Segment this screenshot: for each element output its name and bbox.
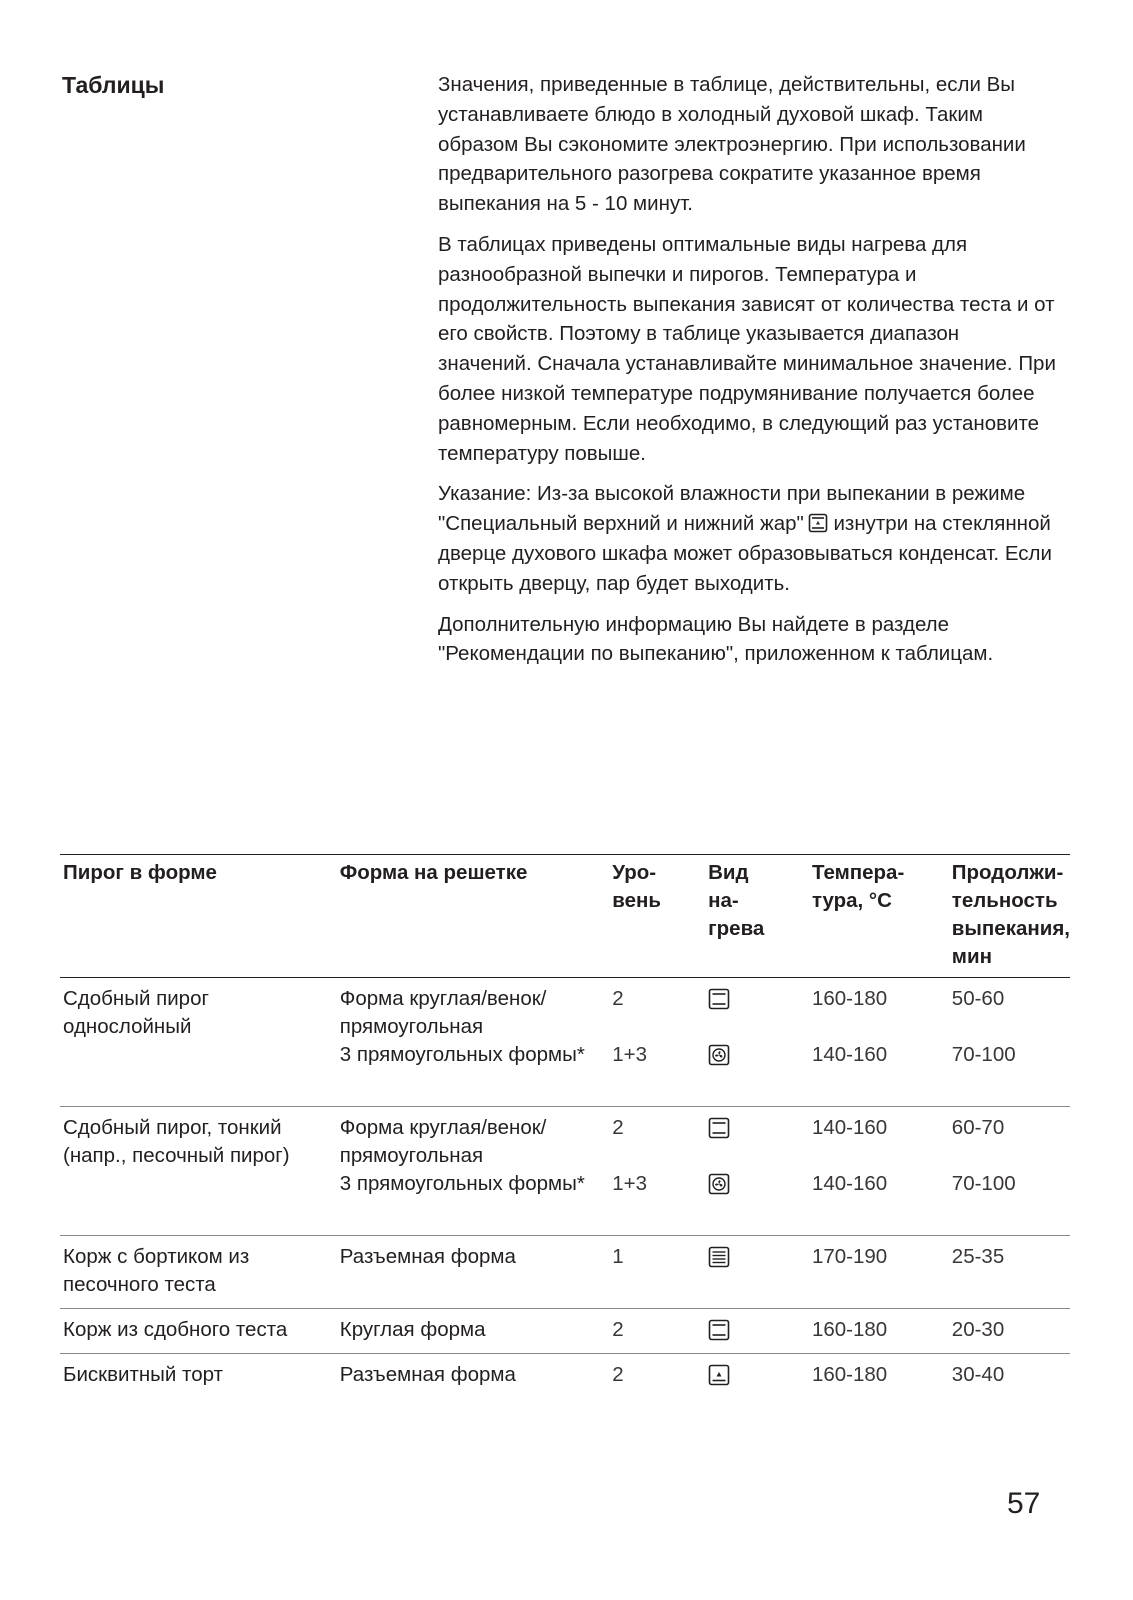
header-cake: Пирог в форме — [60, 855, 337, 978]
temp-value: 160-180 — [811, 1318, 888, 1341]
pan-type: Разъемная форма — [339, 1245, 516, 1268]
temp-value: 140-160 — [811, 1043, 888, 1066]
note-text-part1: Указание: Из-за высокой влажности при выпекании в режиме "Специальный верхний и нижний жар" — [438, 482, 1026, 536]
temp-value: 160-180 — [811, 987, 888, 1010]
hot-air-icon — [708, 1044, 730, 1066]
level-value: 1+3 — [612, 1172, 648, 1195]
cell-cake — [60, 1236, 337, 1309]
cell-pan — [337, 1236, 609, 1309]
top-bottom-heat-icon — [708, 988, 730, 1010]
section-heading: Таблицы — [62, 72, 165, 98]
header-temp: Темпера- тура, °C — [809, 855, 949, 978]
heating-mode — [708, 1170, 795, 1226]
cell-level — [609, 1354, 705, 1399]
cell-pan — [337, 978, 609, 1107]
cake-name: Бисквитный торт — [63, 1363, 223, 1386]
table-body — [60, 978, 1070, 1399]
heating-mode — [708, 1361, 795, 1389]
level-value: 2 — [612, 1363, 624, 1386]
table-row — [60, 1107, 1070, 1236]
cell-heating — [705, 1236, 809, 1309]
header-level: Уро- вень — [609, 855, 705, 978]
cell-temp — [809, 978, 949, 1107]
pan-type: Разъемная форма — [339, 1363, 516, 1386]
pan-type: Форма круглая/венок/ прямоугольная — [339, 1116, 547, 1167]
heating-mode — [708, 985, 795, 1041]
baking-table — [60, 854, 1070, 1398]
cell-heating — [705, 1354, 809, 1399]
time-value: 20-30 — [951, 1318, 1005, 1341]
cell-time — [949, 1107, 1070, 1236]
cell-time — [949, 978, 1070, 1107]
temp-value: 140-160 — [811, 1116, 888, 1139]
bottom-heat-icon — [708, 1364, 730, 1386]
cell-temp — [809, 1236, 949, 1309]
note-text-part2: изнутри на стеклянной дверце духового шкафа может образовываться конденсат. Если открыть дверцу, пар будет выходить. — [438, 512, 1052, 595]
pan-type: Форма круглая/венок/ прямоугольная — [339, 987, 547, 1038]
cell-heating — [705, 978, 809, 1107]
pan-type: 3 прямоугольных формы* — [339, 1043, 585, 1066]
level-value: 2 — [612, 1318, 624, 1341]
paragraph-values-validity: Значения, приведенные в таблице, действительны, если Вы устанавливаете блюдо в холодный духовой шкаф. Таким образом Вы сэкономите электроэнергию. При использовании предварительного разогрева сократите указанное время выпекания на 5 - 10 минут. — [438, 73, 1026, 216]
table-row — [60, 1236, 1070, 1309]
paragraph-more-info: Дополнительную информацию Вы найдете в разделе "Рекомендации по выпеканию", приложенном к таблицам. — [438, 612, 994, 666]
time-value: 50-60 — [951, 987, 1005, 1010]
cell-level — [609, 1309, 705, 1354]
cell-level — [609, 978, 705, 1107]
cell-heating — [705, 1309, 809, 1354]
header-time: Продолжи- тельность выпекания, мин — [949, 855, 1070, 978]
time-value: 25-35 — [951, 1245, 1005, 1268]
pan-type: 3 прямоугольных формы* — [339, 1172, 585, 1195]
time-value: 70-100 — [951, 1172, 1016, 1195]
temp-value: 170-190 — [811, 1245, 888, 1268]
cell-heating — [705, 1107, 809, 1236]
cell-temp — [809, 1354, 949, 1399]
table-row — [60, 1309, 1070, 1354]
cell-cake — [60, 1107, 337, 1236]
table-row — [60, 1354, 1070, 1399]
level-value: 2 — [612, 1116, 624, 1139]
cell-pan — [337, 1354, 609, 1399]
heating-mode — [708, 1316, 795, 1344]
cell-temp — [809, 1107, 949, 1236]
cell-pan — [337, 1309, 609, 1354]
header-pan: Форма на решетке — [337, 855, 609, 978]
cell-time — [949, 1309, 1070, 1354]
intro-text — [438, 70, 1058, 680]
cake-name: Сдобный пирог однослойный — [63, 987, 209, 1038]
paragraph-condensate-note — [438, 479, 1058, 598]
cell-temp — [809, 1309, 949, 1354]
special-top-bottom-heat-icon — [708, 1246, 730, 1268]
cell-time — [949, 1236, 1070, 1309]
heating-mode — [708, 1114, 795, 1170]
heating-mode — [708, 1041, 795, 1097]
time-value: 60-70 — [951, 1116, 1005, 1139]
hot-air-icon — [708, 1173, 730, 1195]
level-value: 2 — [612, 987, 624, 1010]
cell-cake — [60, 1309, 337, 1354]
page-number: 57 — [1007, 1487, 1041, 1520]
cell-time — [949, 1354, 1070, 1399]
cell-level — [609, 1107, 705, 1236]
top-bottom-heat-icon — [708, 1319, 730, 1341]
level-value: 1+3 — [612, 1043, 648, 1066]
temp-value: 160-180 — [811, 1363, 888, 1386]
cell-cake — [60, 978, 337, 1107]
table-row — [60, 978, 1070, 1107]
time-value: 70-100 — [951, 1043, 1016, 1066]
cake-name: Корж с бортиком из песочного теста — [63, 1245, 250, 1296]
heating-mode — [708, 1243, 795, 1271]
temp-value: 140-160 — [811, 1172, 888, 1195]
level-value: 1 — [612, 1245, 624, 1268]
top-bottom-heat-icon — [708, 1117, 730, 1139]
special-top-bottom-heat-icon — [808, 513, 828, 533]
time-value: 30-40 — [951, 1363, 1005, 1386]
cell-level — [609, 1236, 705, 1309]
table-header-row — [60, 855, 1070, 978]
cell-pan — [337, 1107, 609, 1236]
cake-name: Корж из сдобного теста — [63, 1318, 288, 1341]
paragraph-heating-modes: В таблицах приведены оптимальные виды нагрева для разнообразной выпечки и пирогов. Температура и продолжительность выпекания зависят от количества теста и от его свойств. Поэтому в таблице указывается диапазон значений. Сначала устанавливайте минимальное значение. При более низкой температуре подрумянивание получается более равномерным. Если необходимо, в следующий раз установите температуру повыше. — [438, 232, 1056, 465]
header-heating: Вид на- грева — [705, 855, 809, 978]
cake-name: Сдобный пирог, тонкий (напр., песочный пирог) — [63, 1116, 290, 1167]
pan-type: Круглая форма — [339, 1318, 486, 1341]
cell-cake — [60, 1354, 337, 1399]
